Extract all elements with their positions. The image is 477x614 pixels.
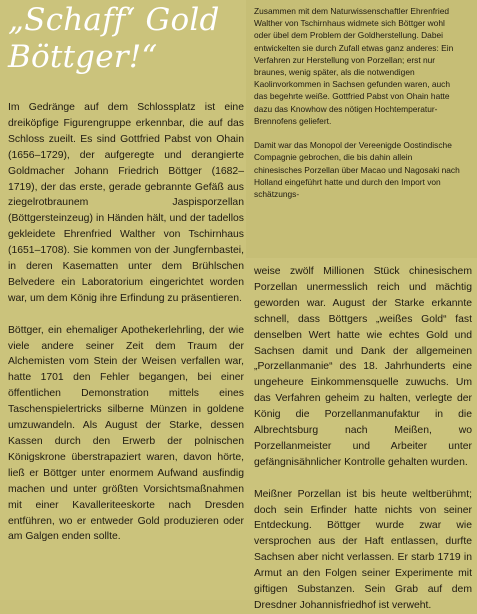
right-top-paragraph-1: Zusammen mit dem Naturwissenschaftler Ehrenfried Walther von Tschirnhaus widmete sich Böttger wohl oder übel dem Problem der Goldherstellung. Dabei entwickelten sie durch Zufall etwas ganz anderes: Ein Verfahren zur Herstellung von Porzellan; erst nur braunes, wenig später, als die notwendigen Kaolinvorkommen in Sachsen gefunden waren, auch das begehrte weiße. Gottfried Pabst von Ohain hatte dazu das Knowhow des nötigen Hochtemperatur-Brennofens geliefert. [254,6,454,126]
title-line-2: Böttger!“ [8,39,158,75]
right-bottom-paragraph-1: weise zwölf Millionen Stück chinesischem Porzellan unermesslich reich und mächtig geworden war. August der Starke erkannte schnell, dass Böttgers „weißes Gold“ fast denselben Wert hatte wie echtes Gold und Sachsen damit und Dank der allgemeinen „Porzellanmanie“ des 18. Jahrhunderts eine ungeheure Einkommensquelle zuwuchs. Um das Verfahren geheim zu halten, verlegte der König die Porzellanmanufaktur in die Albrechtsburg nach Meißen, wo Porzellanmeister und Arbeiter unter gefängnisähnlicher Kontrolle gehalten wurden. [254,266,472,468]
right-top-paragraph-2: Damit war das Monopol der Vereenigde Oostindische Compagnie gebrochen, die bis dahin allein chinesisches Porzellan über Macao und Nagosaki nach Holland eingeführt hatte und durch den Import von schätzungs- [254,140,460,200]
page-title [8,2,243,76]
right-top-text-column [254,5,462,200]
title-line-1: „Schaff‘ Gold [8,2,220,38]
right-bottom-text-column [254,264,472,614]
left-paragraph-2: Böttger, ein ehemaliger Apothekerlehrling, der wie viele andere seiner Zeit dem Traum der Alchemisten vom Stein der Weisen verfallen war, hatte 1701 den Fehler begangen, bei einer öffentlichen Demonstration mittels eines Taschenspielertricks silberne Münzen in goldene umzuwandeln. Als August der Starke, dessen Kassen durch den Erwerb der polnischen Königskrone überstrapaziert waren, davon hörte, ließ er Böttger unter enormem Aufwand ausfindig machen und unter größten Vorsichtsmaßnahmen mit einer Kavalleriteeskorte nach Dresden entführen, wo er entweder Gold produzieren oder am Galgen enden sollte. [8,324,244,543]
right-bottom-paragraph-2: Meißner Porzellan ist bis heute weltberühmt; doch sein Erfinder hatte nichts von seiner Entdeckung. Böttger wurde zwar wie versprochen aus der Haft entlassen, durfte Sachsen aber nicht verlassen. Er starb 1719 in Armut an den Folgen seiner Experimente mit giftigen Substanzen. Sein Grab auf dem Dresdner Johannisfriedhof ist verweht. [254,488,472,612]
left-paragraph-1: Im Gedränge auf dem Schlossplatz ist eine dreiköpfige Figurengruppe erkennbar, die auf das Schloss zueilt. Es sind Gottfried Pabst von Ohain (1656–1729), der aufgeregte und derangierte Goldmacher Johann Friedrich Böttger (1682–1719), der das erste, gerade gebrannte Gefäß aus ziegelrotbraunem Jaspisporzellan (Böttgersteinzeug) in Händen hält, und der tadellos gekleidete Ehrenfried Walther von Tschirnhaus (1651–1708). Sie kommen von der Jungfernbastei, in deren Kasematten unter dem Brühlschen Belvedere ein Laboratorium eingerichtet worden war, um dem König ihre Erfindung zu präsentieren. [8,102,244,304]
left-text-column [8,100,244,545]
